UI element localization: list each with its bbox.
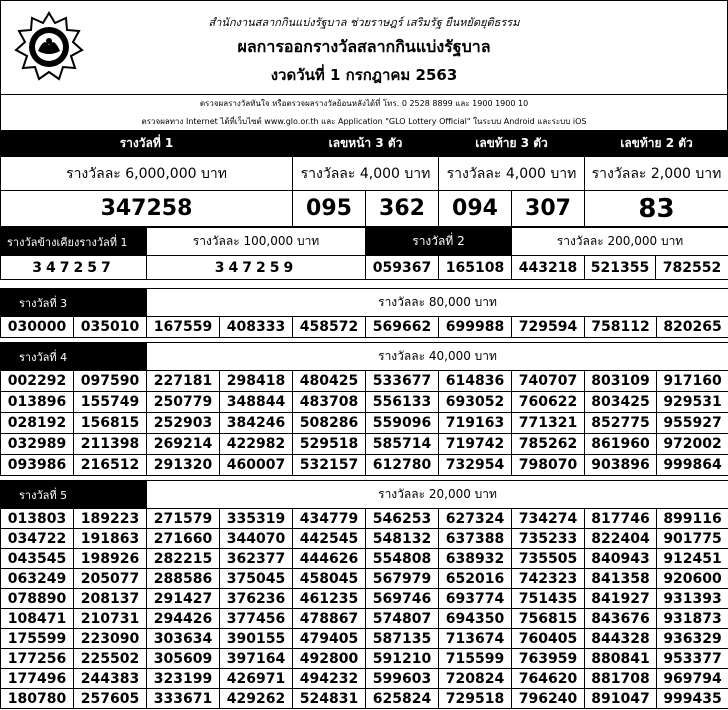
second-prize-number: 521355 — [585, 256, 656, 280]
prize-row — [1, 569, 728, 589]
prize-number: 843676 — [585, 609, 657, 629]
phone-note: ตรวจผลรางวัลทันใจ หรือตรวจผลรางวัลย้อนหลังได้ที่ โทร. 0 2528 8899 และ 1900 1900 10 — [199, 99, 529, 108]
prize-number: 546253 — [366, 509, 439, 529]
prize-number: 763959 — [512, 649, 585, 669]
prize-number: 798070 — [512, 455, 585, 476]
prize-number: 771321 — [512, 413, 585, 434]
fifth-prize-grid — [1, 509, 728, 709]
prize-number: 901775 — [657, 529, 728, 549]
prize-number: 820265 — [657, 317, 728, 338]
prize-number: 740707 — [512, 371, 585, 392]
prize-number: 223090 — [74, 629, 147, 649]
prize-number: 282215 — [147, 549, 220, 569]
prize-number: 362377 — [220, 549, 293, 569]
prize-number: 205077 — [74, 569, 147, 589]
second-prize-header: รางวัลที่ 2 — [366, 228, 512, 256]
prize-number: 585714 — [366, 434, 439, 455]
prize-row — [1, 629, 728, 649]
prize-number: 917160 — [657, 371, 728, 392]
near-first-number: 347259 — [147, 256, 366, 280]
prize-number: 796240 — [512, 689, 585, 709]
prize-number: 861960 — [585, 434, 657, 455]
prize-number: 460007 — [220, 455, 293, 476]
prize-number: 216512 — [74, 455, 147, 476]
prize-number: 729518 — [439, 689, 512, 709]
fifth-prize-amount: รางวัลละ 20,000 บาท — [147, 481, 728, 509]
back3-header: เลขท้าย 3 ตัว — [439, 131, 585, 157]
prize-number: 554808 — [366, 549, 439, 569]
page-title: ผลการออกรางวัลสลากกินแบ่งรัฐบาล — [237, 37, 491, 56]
fourth-prize-amount: รางวัลละ 40,000 บาท — [147, 343, 728, 371]
prize-number: 969794 — [657, 669, 728, 689]
prize-number: 591210 — [366, 649, 439, 669]
prize-row — [1, 392, 728, 413]
prize-number: 479405 — [293, 629, 366, 649]
prize-number: 533677 — [366, 371, 439, 392]
top-prizes-table — [0, 130, 728, 227]
prize-number: 013896 — [1, 392, 74, 413]
prize-number: 422982 — [220, 434, 293, 455]
prize-number: 693052 — [439, 392, 512, 413]
prize-number: 494232 — [293, 669, 366, 689]
prize-number: 198926 — [74, 549, 147, 569]
prize-row — [1, 371, 728, 392]
prize-number: 078890 — [1, 589, 74, 609]
third-prize-header: รางวัลที่ 3 — [1, 289, 147, 317]
third-prize-table — [0, 288, 728, 338]
prize-number: 291320 — [147, 455, 220, 476]
prize-number: 175599 — [1, 629, 74, 649]
prize-number: 627324 — [439, 509, 512, 529]
prize-row — [1, 689, 728, 709]
prize-number: 999864 — [657, 455, 728, 476]
prize-number: 735505 — [512, 549, 585, 569]
prize-number: 844328 — [585, 629, 657, 649]
prize-number: 734274 — [512, 509, 585, 529]
prize-number: 693774 — [439, 589, 512, 609]
prize-number: 180780 — [1, 689, 74, 709]
internet-note: ตรวจผลทาง Internet ได้ที่เว็บไซต์ www.glo.or.th และ Application "GLO Lottery Official" ในระบบ Android และระบบ iOS — [141, 117, 587, 126]
fourth-prize-table — [0, 342, 728, 476]
prize-row — [1, 589, 728, 609]
prize-number: 524831 — [293, 689, 366, 709]
header — [0, 0, 728, 94]
prize-number: 013803 — [1, 509, 74, 529]
prize-number: 599603 — [366, 669, 439, 689]
prize-number: 444626 — [293, 549, 366, 569]
prize-number: 719742 — [439, 434, 512, 455]
prize-number: 291427 — [147, 589, 220, 609]
prize-number: 480425 — [293, 371, 366, 392]
prize-number: 999435 — [657, 689, 728, 709]
prize-number: 335319 — [220, 509, 293, 529]
prize-number: 891047 — [585, 689, 657, 709]
prize-number: 303634 — [147, 629, 220, 649]
prize-number: 225502 — [74, 649, 147, 669]
prize-number: 652016 — [439, 569, 512, 589]
last2-amount: รางวัลละ 2,000 บาท — [585, 157, 728, 191]
prize-number: 333671 — [147, 689, 220, 709]
prize-number: 735233 — [512, 529, 585, 549]
near-first-amount: รางวัลละ 100,000 บาท — [147, 228, 366, 256]
prize-number: 257605 — [74, 689, 147, 709]
prize-number: 177496 — [1, 669, 74, 689]
prize-number: 931873 — [657, 609, 728, 629]
prize-number: 288586 — [147, 569, 220, 589]
prize-number: 189223 — [74, 509, 147, 529]
prize-number: 344070 — [220, 529, 293, 549]
prize-row — [1, 649, 728, 669]
prize-number: 903896 — [585, 455, 657, 476]
prize-number: 442545 — [293, 529, 366, 549]
prize-number: 567979 — [366, 569, 439, 589]
prize-number: 244383 — [74, 669, 147, 689]
back3-amount: รางวัลละ 4,000 บาท — [439, 157, 585, 191]
near-and-second-table — [0, 227, 728, 280]
prize-number: 043545 — [1, 549, 74, 569]
prize-number: 155749 — [74, 392, 147, 413]
second-prize-number: 165108 — [439, 256, 512, 280]
prize-number: 210731 — [74, 609, 147, 629]
prize-number: 458045 — [293, 569, 366, 589]
prize-number: 625824 — [366, 689, 439, 709]
prize-number: 899116 — [657, 509, 728, 529]
last2-header: เลขท้าย 2 ตัว — [585, 131, 728, 157]
first-prize-header: รางวัลที่ 1 — [1, 131, 293, 157]
fourth-prize-header: รางวัลที่ 4 — [1, 343, 147, 371]
prize-number: 803425 — [585, 392, 657, 413]
prize-number: 637388 — [439, 529, 512, 549]
prize-number: 478867 — [293, 609, 366, 629]
prize-number: 035010 — [74, 317, 147, 338]
prize-number: 852775 — [585, 413, 657, 434]
prize-number: 912451 — [657, 549, 728, 569]
front3-amount: รางวัลละ 4,000 บาท — [293, 157, 439, 191]
prize-number: 377456 — [220, 609, 293, 629]
prize-number: 426971 — [220, 669, 293, 689]
near-first-number: 347257 — [1, 256, 147, 280]
prize-number: 294426 — [147, 609, 220, 629]
prize-row — [1, 413, 728, 434]
prize-number: 751435 — [512, 589, 585, 609]
fourth-prize-grid — [1, 371, 728, 476]
prize-number: 569662 — [366, 317, 439, 338]
prize-number: 063249 — [1, 569, 74, 589]
check-notes — [0, 94, 728, 130]
prize-number: 028192 — [1, 413, 74, 434]
prize-number: 732954 — [439, 455, 512, 476]
prize-number: 569746 — [366, 589, 439, 609]
draw-date: งวดวันที่ 1 กรกฎาคม 2563 — [270, 66, 458, 84]
prize-number: 508286 — [293, 413, 366, 434]
prize-number: 034722 — [1, 529, 74, 549]
prize-number: 529518 — [293, 434, 366, 455]
prize-number: 227181 — [147, 371, 220, 392]
prize-number: 881708 — [585, 669, 657, 689]
prize-number: 250779 — [147, 392, 220, 413]
first-prize-number: 347258 — [1, 191, 293, 227]
second-prize-number: 443218 — [512, 256, 585, 280]
prize-number: 532157 — [293, 455, 366, 476]
prize-number: 758112 — [585, 317, 657, 338]
prize-number: 822404 — [585, 529, 657, 549]
prize-row — [1, 609, 728, 629]
prize-number: 032989 — [1, 434, 74, 455]
prize-number: 760622 — [512, 392, 585, 413]
prize-number: 841358 — [585, 569, 657, 589]
prize-number: 955927 — [657, 413, 728, 434]
prize-number: 556133 — [366, 392, 439, 413]
prize-number: 760405 — [512, 629, 585, 649]
prize-number: 305609 — [147, 649, 220, 669]
prize-number: 211398 — [74, 434, 147, 455]
prize-number: 097590 — [74, 371, 147, 392]
prize-row — [1, 434, 728, 455]
prize-number: 492800 — [293, 649, 366, 669]
prize-number: 323199 — [147, 669, 220, 689]
prize-number: 840943 — [585, 549, 657, 569]
second-prize-number: 059367 — [366, 256, 439, 280]
third-prize-row — [1, 317, 728, 338]
prize-number: 271660 — [147, 529, 220, 549]
prize-number: 434779 — [293, 509, 366, 529]
near-first-header: รางวัลข้างเคียงรางวัลที่ 1 — [1, 228, 147, 256]
prize-number: 559096 — [366, 413, 439, 434]
prize-number: 720824 — [439, 669, 512, 689]
prize-number: 715599 — [439, 649, 512, 669]
first-prize-amount: รางวัลละ 6,000,000 บาท — [1, 157, 293, 191]
prize-number: 177256 — [1, 649, 74, 669]
last2-number: 83 — [585, 191, 728, 227]
prize-number: 841927 — [585, 589, 657, 609]
prize-number: 429262 — [220, 689, 293, 709]
fifth-prize-table — [0, 480, 728, 709]
prize-number: 574807 — [366, 609, 439, 629]
prize-number: 699988 — [439, 317, 512, 338]
prize-number: 785262 — [512, 434, 585, 455]
prize-number: 390155 — [220, 629, 293, 649]
prize-number: 764620 — [512, 669, 585, 689]
prize-number: 376236 — [220, 589, 293, 609]
back3-number-a: 094 — [439, 191, 512, 227]
prize-number: 931393 — [657, 589, 728, 609]
prize-number: 638932 — [439, 549, 512, 569]
prize-number: 587135 — [366, 629, 439, 649]
prize-number: 729594 — [512, 317, 585, 338]
second-prize-number: 782552 — [656, 256, 728, 280]
office-tagline: สำนักงานสลากกินแบ่งรัฐบาล ช่วยราษฎร์ เสริมรัฐ ยืนหยัดยุติธรรม — [208, 16, 520, 29]
prize-number: 269214 — [147, 434, 220, 455]
prize-number: 929531 — [657, 392, 728, 413]
front3-number-b: 362 — [366, 191, 439, 227]
prize-number: 458572 — [293, 317, 366, 338]
prize-row — [1, 509, 728, 529]
prize-number: 191863 — [74, 529, 147, 549]
prize-number: 271579 — [147, 509, 220, 529]
third-prize-amount: รางวัลละ 80,000 บาท — [147, 289, 728, 317]
prize-number: 108471 — [1, 609, 74, 629]
prize-number: 880841 — [585, 649, 657, 669]
second-prize-amount: รางวัลละ 200,000 บาท — [512, 228, 728, 256]
prize-number: 972002 — [657, 434, 728, 455]
prize-number: 093986 — [1, 455, 74, 476]
prize-number: 936329 — [657, 629, 728, 649]
prize-number: 397164 — [220, 649, 293, 669]
prize-number: 614836 — [439, 371, 512, 392]
front3-number-a: 095 — [293, 191, 366, 227]
prize-number: 548132 — [366, 529, 439, 549]
prize-number: 803109 — [585, 371, 657, 392]
prize-number: 030000 — [1, 317, 74, 338]
prize-number: 375045 — [220, 569, 293, 589]
prize-number: 156815 — [74, 413, 147, 434]
prize-number: 461235 — [293, 589, 366, 609]
prize-number: 002292 — [1, 371, 74, 392]
prize-row — [1, 455, 728, 476]
prize-number: 756815 — [512, 609, 585, 629]
prize-number: 817746 — [585, 509, 657, 529]
prize-number: 408333 — [220, 317, 293, 338]
prize-number: 483708 — [293, 392, 366, 413]
prize-row — [1, 669, 728, 689]
prize-number: 298418 — [220, 371, 293, 392]
prize-number: 694350 — [439, 609, 512, 629]
prize-number: 384246 — [220, 413, 293, 434]
prize-row — [1, 529, 728, 549]
prize-number: 167559 — [147, 317, 220, 338]
prize-number: 719163 — [439, 413, 512, 434]
prize-row — [1, 549, 728, 569]
prize-number: 348844 — [220, 392, 293, 413]
prize-number: 742323 — [512, 569, 585, 589]
prize-number: 612780 — [366, 455, 439, 476]
prize-number: 953377 — [657, 649, 728, 669]
prize-number: 713674 — [439, 629, 512, 649]
prize-number: 208137 — [74, 589, 147, 609]
fifth-prize-header: รางวัลที่ 5 — [1, 481, 147, 509]
back3-number-b: 307 — [512, 191, 585, 227]
prize-number: 252903 — [147, 413, 220, 434]
front3-header: เลขหน้า 3 ตัว — [293, 131, 439, 157]
prize-number: 920600 — [657, 569, 728, 589]
